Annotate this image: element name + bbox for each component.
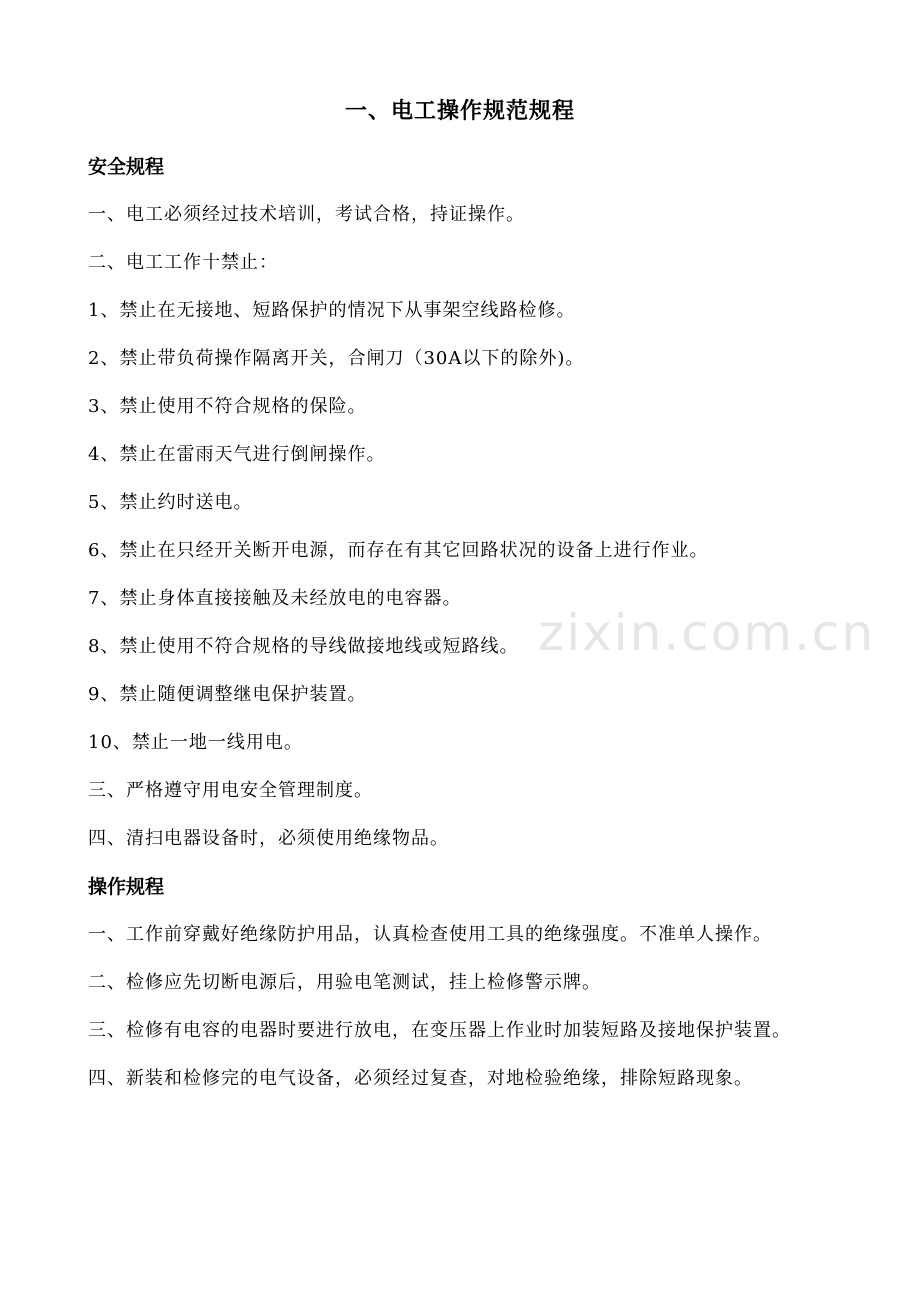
section-heading: 操作规程 <box>88 876 165 898</box>
rule-paragraph: 一、工作前穿戴好绝缘防护用品，认真检查使用工具的绝缘强度。不准单人操作。 <box>88 924 772 945</box>
section-safety-rules <box>88 143 833 863</box>
document-title: 一、电工操作规范规程 <box>344 99 575 124</box>
rule-line: 二、检修应先切断电源后，用验电笔测试，挂上检修警示牌。 <box>88 972 601 993</box>
rule-line: 8、禁止使用不符合规格的导线做接地线或短路线。 <box>88 636 519 657</box>
rule-paragraph: 三、检修有电容的电器时要进行放电，在变压器上作业时加装短路及接地保护装置。 <box>88 1020 791 1041</box>
watermark: zixin.com.cn <box>538 604 876 662</box>
section-heading: 安全规程 <box>88 156 165 178</box>
rule-line: 4、禁止在雷雨天气进行倒闸操作。 <box>88 444 386 465</box>
rule-line: 2、禁止带负荷操作隔离开关，合闸刀（30A以下的除外)。 <box>88 348 585 369</box>
rule-line: 一、电工必须经过技术培训，考试合格，持证操作。 <box>88 204 525 225</box>
rule-line: 6、禁止在只经开关断开电源，而存在有其它回路状况的设备上进行作业。 <box>88 540 709 561</box>
rule-line: 3、禁止使用不符合规格的保险。 <box>88 396 367 417</box>
rule-line: 三、严格遵守用电安全管理制度。 <box>88 780 373 801</box>
section-operation-rules <box>88 863 833 1103</box>
document-body <box>88 143 833 1103</box>
rule-line: 5、禁止约时送电。 <box>88 492 253 513</box>
rule-line: 四、新装和检修完的电气设备，必须经过复查，对地检验绝缘，排除短路现象。 <box>88 1068 753 1089</box>
rule-line: 四、清扫电器设备时，必须使用绝缘物品。 <box>88 828 449 849</box>
rule-line: 二、电工工作十禁止： <box>88 252 278 273</box>
rule-line: 7、禁止身体直接接触及未经放电的电容器。 <box>88 588 462 609</box>
rule-line: 10、禁止一地一线用电。 <box>88 732 303 753</box>
rule-line: 1、禁止在无接地、短路保护的情况下从事架空线路检修。 <box>88 300 576 321</box>
rule-line: 9、禁止随便调整继电保护装置。 <box>88 684 367 705</box>
